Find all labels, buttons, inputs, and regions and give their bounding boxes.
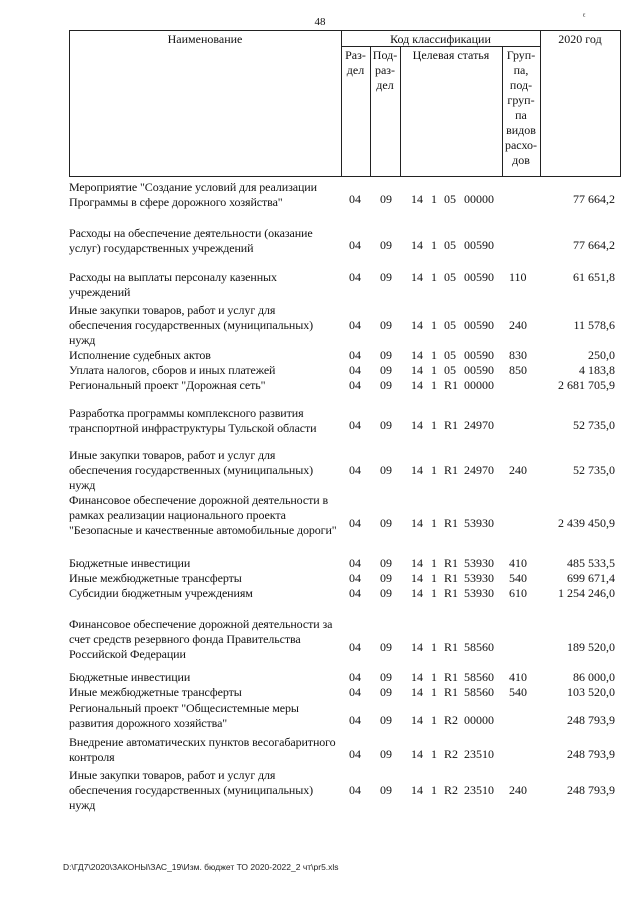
row-subsection: 09 xyxy=(380,571,392,585)
row-target-2: 1 xyxy=(431,463,437,477)
row-target-1: 14 xyxy=(411,747,423,761)
row-target-3: R1 xyxy=(444,418,459,432)
row-section: 04 xyxy=(349,586,361,600)
row-amount: 52 735,0 xyxy=(573,463,615,477)
row-section: 04 xyxy=(349,378,361,392)
row-target-3: R2 xyxy=(444,713,459,727)
row-target-2: 1 xyxy=(431,318,437,332)
row-section: 04 xyxy=(349,783,361,797)
row-target-4: 00590 xyxy=(464,363,494,377)
table-row xyxy=(69,226,621,256)
row-name: Расходы на обеспечение деятельности (оказание услуг) государственных учреждений xyxy=(69,226,313,255)
file-path-footer: D:\ГД7\2020\ЗАКОНЫ\ЗАС_19\Изм. бюджет ТО 2020-2022_2 чт\pr5.xls xyxy=(63,862,339,872)
row-target-3: 05 xyxy=(444,192,456,206)
table-row xyxy=(69,270,621,300)
header-section: Раз- дел xyxy=(345,48,366,77)
row-target-3: 05 xyxy=(444,363,456,377)
row-target-1: 14 xyxy=(411,418,423,432)
row-target-2: 1 xyxy=(431,670,437,684)
row-target-1: 14 xyxy=(411,571,423,585)
table-row xyxy=(69,701,621,731)
table-row xyxy=(69,363,621,378)
row-target-1: 14 xyxy=(411,363,423,377)
row-name: Разработка программы комплексного развития транспортной инфраструктуры Тульской области xyxy=(69,406,317,435)
table-row xyxy=(69,768,621,813)
row-amount: 4 183,8 xyxy=(579,363,615,377)
header-name: Наименование xyxy=(167,32,243,46)
row-target-2: 1 xyxy=(431,378,437,392)
row-amount: 248 793,9 xyxy=(567,783,615,797)
row-target-3: R1 xyxy=(444,463,459,477)
row-target-4: 23510 xyxy=(464,747,494,761)
row-amount: 189 520,0 xyxy=(567,640,615,654)
row-target-3: 05 xyxy=(444,238,456,252)
row-subsection: 09 xyxy=(380,238,392,252)
row-target-2: 1 xyxy=(431,238,437,252)
row-subsection: 09 xyxy=(380,747,392,761)
row-section: 04 xyxy=(349,516,361,530)
row-target-4: 00590 xyxy=(464,270,494,284)
row-subsection: 09 xyxy=(380,556,392,570)
row-group: 850 xyxy=(509,363,527,377)
row-target-3: R2 xyxy=(444,747,459,761)
row-amount: 485 533,5 xyxy=(567,556,615,570)
row-section: 04 xyxy=(349,418,361,432)
row-target-2: 1 xyxy=(431,363,437,377)
row-group: 240 xyxy=(509,318,527,332)
row-target-4: 00000 xyxy=(464,192,494,206)
row-amount: 250,0 xyxy=(588,348,615,362)
row-target-3: R1 xyxy=(444,640,459,654)
row-name: Бюджетные инвестиции xyxy=(69,556,191,570)
row-subsection: 09 xyxy=(380,270,392,284)
row-section: 04 xyxy=(349,192,361,206)
row-target-3: R1 xyxy=(444,670,459,684)
row-subsection: 09 xyxy=(380,783,392,797)
header-subsection: Под- раз- дел xyxy=(372,48,398,92)
table-row xyxy=(69,180,621,210)
header-target-article: Целевая статья xyxy=(412,48,490,62)
row-section: 04 xyxy=(349,571,361,585)
row-section: 04 xyxy=(349,348,361,362)
row-target-4: 00590 xyxy=(464,318,494,332)
row-name: Региональный проект "Общесистемные меры развития дорожного хозяйства" xyxy=(69,701,299,730)
row-subsection: 09 xyxy=(380,418,392,432)
row-section: 04 xyxy=(349,363,361,377)
row-target-2: 1 xyxy=(431,747,437,761)
row-subsection: 09 xyxy=(380,463,392,477)
row-section: 04 xyxy=(349,318,361,332)
row-target-2: 1 xyxy=(431,348,437,362)
row-amount: 77 664,2 xyxy=(573,238,615,252)
row-group: 410 xyxy=(509,670,527,684)
row-target-4: 53930 xyxy=(464,571,494,585)
table-row xyxy=(69,586,621,601)
row-target-3: 05 xyxy=(444,270,456,284)
row-section: 04 xyxy=(349,685,361,699)
row-target-2: 1 xyxy=(431,270,437,284)
row-amount: 1 254 246,0 xyxy=(558,586,615,600)
row-section: 04 xyxy=(349,463,361,477)
table-row xyxy=(69,378,621,393)
row-name: Региональный проект "Дорожная сеть" xyxy=(69,378,266,392)
page-number: 48 xyxy=(314,16,326,28)
row-target-1: 14 xyxy=(411,378,423,392)
row-amount: 248 793,9 xyxy=(567,713,615,727)
row-subsection: 09 xyxy=(380,586,392,600)
row-amount: 11 578,6 xyxy=(573,318,615,332)
row-target-1: 14 xyxy=(411,348,423,362)
row-amount: 52 735,0 xyxy=(573,418,615,432)
row-name: Иные закупки товаров, работ и услуг для обеспечения государственных (муниципальных) нужд xyxy=(69,768,314,812)
row-target-2: 1 xyxy=(431,783,437,797)
row-subsection: 09 xyxy=(380,685,392,699)
table-row xyxy=(69,493,621,553)
row-target-3: R2 xyxy=(444,783,459,797)
header-classification: Код классификации xyxy=(390,32,491,46)
row-target-1: 14 xyxy=(411,192,423,206)
row-target-4: 58560 xyxy=(464,640,494,654)
corner-mark: ᵋ xyxy=(583,11,586,22)
row-subsection: 09 xyxy=(380,348,392,362)
row-target-3: R1 xyxy=(444,556,459,570)
row-section: 04 xyxy=(349,270,361,284)
row-target-3: 05 xyxy=(444,348,456,362)
row-section: 04 xyxy=(349,556,361,570)
row-target-3: 05 xyxy=(444,318,456,332)
header-group: Груп- па, под- груп- па видов расхо- дов xyxy=(504,48,538,167)
row-amount: 699 671,4 xyxy=(567,571,615,585)
row-section: 04 xyxy=(349,713,361,727)
row-subsection: 09 xyxy=(380,670,392,684)
row-subsection: 09 xyxy=(380,378,392,392)
row-name: Субсидии бюджетным учреждениям xyxy=(69,586,253,600)
row-name: Бюджетные инвестиции xyxy=(69,670,191,684)
table-row xyxy=(69,556,621,571)
row-section: 04 xyxy=(349,640,361,654)
row-target-4: 53930 xyxy=(464,516,494,530)
row-subsection: 09 xyxy=(380,192,392,206)
table-row xyxy=(69,617,621,677)
row-target-1: 14 xyxy=(411,556,423,570)
row-target-1: 14 xyxy=(411,783,423,797)
row-group: 110 xyxy=(509,270,527,284)
row-target-3: R1 xyxy=(444,586,459,600)
row-target-1: 14 xyxy=(411,685,423,699)
table-row xyxy=(69,571,621,586)
row-name: Исполнение судебных актов xyxy=(69,348,211,362)
row-target-4: 58560 xyxy=(464,670,494,684)
table-row xyxy=(69,448,621,493)
row-subsection: 09 xyxy=(380,713,392,727)
row-target-4: 00590 xyxy=(464,238,494,252)
table-row xyxy=(69,735,621,765)
row-target-4: 00000 xyxy=(464,713,494,727)
row-name: Мероприятие "Создание условий для реализации Программы в сфере дорожного хозяйства" xyxy=(69,180,317,209)
row-amount: 2 681 705,9 xyxy=(558,378,615,392)
row-target-4: 53930 xyxy=(464,586,494,600)
row-name: Иные межбюджетные трансферты xyxy=(69,685,242,699)
row-target-1: 14 xyxy=(411,516,423,530)
row-name: Финансовое обеспечение дорожной деятельности в рамках реализации национального проекта "Безопасные и качественные автомобильные дороги" xyxy=(69,493,337,537)
row-target-2: 1 xyxy=(431,556,437,570)
header-year: 2020 год xyxy=(558,32,602,46)
table-row xyxy=(69,303,621,348)
row-name: Финансовое обеспечение дорожной деятельности за счет средств резервного фонда Правительства Российской Федерации xyxy=(69,617,333,661)
table-row xyxy=(69,348,621,363)
row-section: 04 xyxy=(349,670,361,684)
row-name: Иные межбюджетные трансферты xyxy=(69,571,242,585)
row-group: 540 xyxy=(509,685,527,699)
row-target-4: 00000 xyxy=(464,378,494,392)
row-target-1: 14 xyxy=(411,463,423,477)
row-subsection: 09 xyxy=(380,363,392,377)
row-target-2: 1 xyxy=(431,685,437,699)
row-amount: 248 793,9 xyxy=(567,747,615,761)
row-target-2: 1 xyxy=(431,418,437,432)
row-target-4: 24970 xyxy=(464,418,494,432)
row-group: 240 xyxy=(509,783,527,797)
row-amount: 61 651,8 xyxy=(573,270,615,284)
row-target-2: 1 xyxy=(431,586,437,600)
row-target-3: R1 xyxy=(444,685,459,699)
table-row xyxy=(69,670,621,685)
row-amount: 2 439 450,9 xyxy=(558,516,615,530)
row-target-2: 1 xyxy=(431,192,437,206)
row-amount: 103 520,0 xyxy=(567,685,615,699)
row-group: 830 xyxy=(509,348,527,362)
row-name: Уплата налогов, сборов и иных платежей xyxy=(69,363,276,377)
row-name: Расходы на выплаты персоналу казенных учреждений xyxy=(69,270,277,299)
row-group: 240 xyxy=(509,463,527,477)
row-target-1: 14 xyxy=(411,640,423,654)
row-target-2: 1 xyxy=(431,713,437,727)
row-subsection: 09 xyxy=(380,318,392,332)
row-target-3: R1 xyxy=(444,378,459,392)
row-target-4: 00590 xyxy=(464,348,494,362)
row-amount: 86 000,0 xyxy=(573,670,615,684)
row-name: Внедрение автоматических пунктов весогабаритного контроля xyxy=(69,735,336,764)
row-target-1: 14 xyxy=(411,713,423,727)
row-target-2: 1 xyxy=(431,640,437,654)
row-section: 04 xyxy=(349,747,361,761)
row-target-1: 14 xyxy=(411,586,423,600)
row-group: 410 xyxy=(509,556,527,570)
row-target-1: 14 xyxy=(411,318,423,332)
row-target-4: 58560 xyxy=(464,685,494,699)
row-subsection: 09 xyxy=(380,640,392,654)
row-target-3: R1 xyxy=(444,571,459,585)
table-row xyxy=(69,406,621,436)
row-section: 04 xyxy=(349,238,361,252)
row-target-4: 24970 xyxy=(464,463,494,477)
row-target-1: 14 xyxy=(411,238,423,252)
row-subsection: 09 xyxy=(380,516,392,530)
table-row xyxy=(69,685,621,700)
row-name: Иные закупки товаров, работ и услуг для обеспечения государственных (муниципальных) нужд xyxy=(69,448,314,492)
row-target-1: 14 xyxy=(411,670,423,684)
row-target-3: R1 xyxy=(444,516,459,530)
row-target-1: 14 xyxy=(411,270,423,284)
table-header xyxy=(69,30,621,177)
row-amount: 77 664,2 xyxy=(573,192,615,206)
row-target-2: 1 xyxy=(431,516,437,530)
row-group: 610 xyxy=(509,586,527,600)
row-target-4: 23510 xyxy=(464,783,494,797)
row-target-4: 53930 xyxy=(464,556,494,570)
row-target-2: 1 xyxy=(431,571,437,585)
row-name: Иные закупки товаров, работ и услуг для обеспечения государственных (муниципальных) нужд xyxy=(69,303,314,347)
row-group: 540 xyxy=(509,571,527,585)
